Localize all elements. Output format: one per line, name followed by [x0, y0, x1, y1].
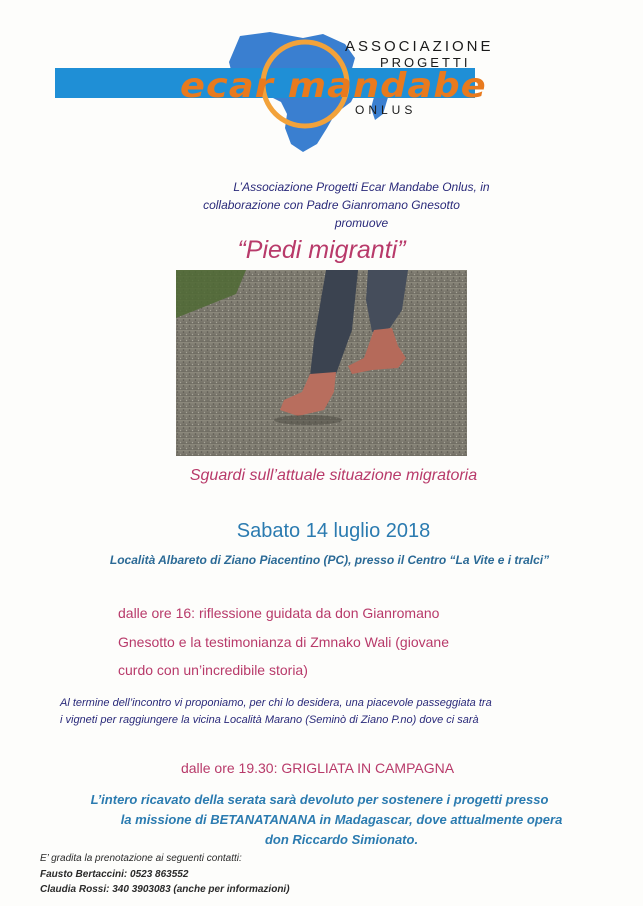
- walk-line-2: i vigneti per raggiungere la vicina Località Marano (Seminò di Ziano P.no) dove ci sarà: [60, 714, 479, 726]
- logo-text-onlus: ONLUS: [355, 103, 417, 117]
- program-line-2: Gnesotto e la testimonianza di Zmnako Wali (giovane: [118, 634, 449, 650]
- bbq-announcement: dalle ore 19.30: GRIGLIATA IN CAMPAGNA: [180, 760, 455, 776]
- event-subtitle: Sguardi sull’attuale situazione migratoria: [189, 467, 478, 484]
- program-line-3: curdo con un’incredibile storia): [118, 662, 308, 678]
- event-date: Sabato 14 luglio 2018: [236, 520, 431, 542]
- photo-bare-feet: [176, 270, 467, 456]
- logo-text-name: ecar mandabe: [180, 66, 487, 106]
- event-place: Località Albareto di Ziano Piacentino (PC), presso il Centro “La Vite e i tralci”: [109, 553, 550, 567]
- walk-line-1: Al termine dell’incontro vi proponiamo, per chi lo desidera, una piacevole passeggiata tra: [60, 697, 492, 709]
- proceeds-line-1: L’intero ricavato della serata sarà devoluto per sostenere i progetti presso: [90, 792, 549, 807]
- proceeds-line-2: la missione di BETANATANANA in Madagascar, dove attualmente opera: [120, 812, 563, 827]
- logo-text-associazione: ASSOCIAZIONE: [345, 38, 494, 55]
- proceeds-line-3: don Riccardo Simionato.: [264, 832, 419, 847]
- intro-line-2: collaborazione con Padre Gianromano Gnesotto: [203, 198, 460, 212]
- contacts-intro: E’ gradita la prenotazione ai seguenti contatti:: [40, 853, 242, 864]
- program-line-1: dalle ore 16: riflessione guidata da don Gianromano: [118, 605, 440, 621]
- event-title: “Piedi migranti”: [237, 236, 406, 264]
- intro-line-3: promuove: [334, 216, 389, 230]
- intro-line-1: L’Associazione Progetti Ecar Mandabe Onlus, in: [233, 180, 490, 194]
- contact-claudia: Claudia Rossi: 340 3903083 (anche per informazioni): [40, 884, 290, 895]
- contact-fausto: Fausto Bertaccini: 0523 863552: [40, 869, 189, 880]
- logo-text-progetti: PROGETTI: [380, 55, 471, 70]
